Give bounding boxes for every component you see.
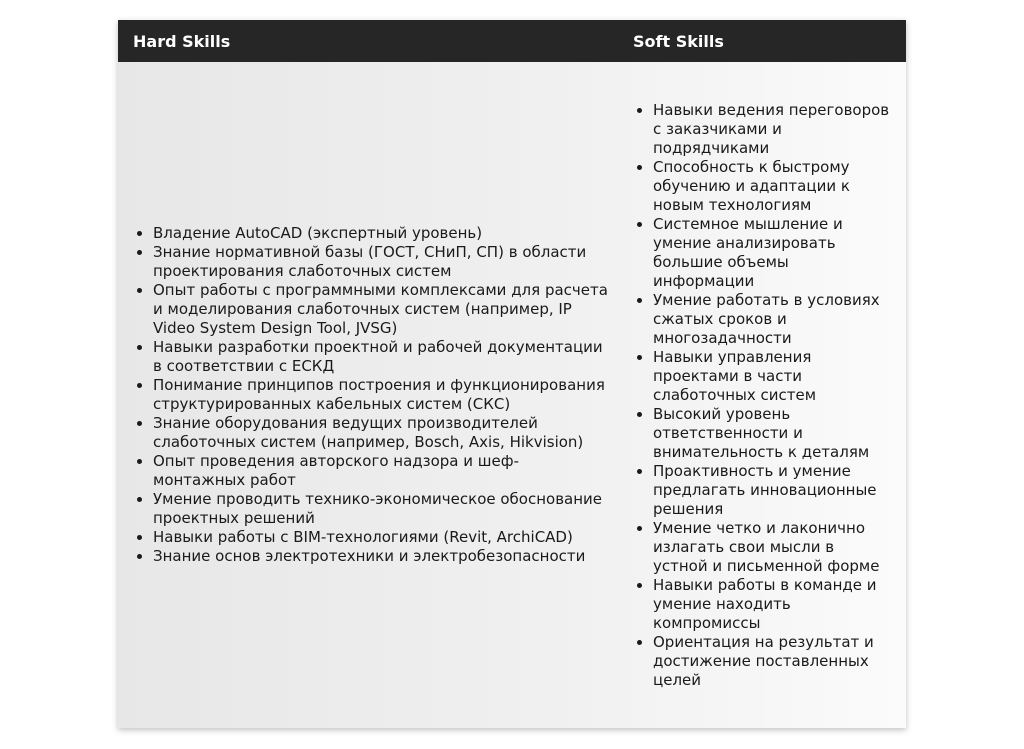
list-item: • Умение четко и лаконично излагать свои мысли в устной и письменной форме: [653, 519, 892, 576]
list-item: • Системное мышление и умение анализировать большие объемы информации: [653, 215, 892, 291]
list-item: • Знание нормативной базы (ГОСТ, СНиП, СП) в области проектирования слаботочных систем: [153, 243, 610, 281]
hard-skills-cell: [118, 62, 618, 728]
list-item: • Навыки управления проектами в части слаботочных систем: [653, 348, 892, 405]
list-item: • Умение проводить технико-экономическое обоснование проектных решений: [153, 490, 610, 528]
list-item: • Знание основ электротехники и электробезопасности: [153, 547, 610, 566]
list-item: • Навыки работы в команде и умение находить компромиссы: [653, 576, 892, 633]
list-item: • Знание оборудования ведущих производителей слаботочных систем (например, Bosch, Axis, Hikvision): [153, 414, 610, 452]
list-item: • Навыки ведения переговоров с заказчиками и подрядчиками: [653, 101, 892, 158]
table-header: [118, 20, 906, 62]
list-item: • Навыки работы с BIM-технологиями (Revit, ArchiCAD): [153, 528, 610, 547]
header-hard-skills: Hard Skills: [133, 31, 231, 51]
list-item: • Понимание принципов построения и функционирования структурированных кабельных систем (СКС): [153, 376, 610, 414]
skills-table: [118, 20, 906, 728]
list-item: • Проактивность и умение предлагать инновационные решения: [653, 462, 892, 519]
list-item: • Навыки разработки проектной и рабочей документации в соответствии с ЕСКД: [153, 338, 610, 376]
hard-skills-list: [130, 224, 610, 566]
soft-skills-cell: [618, 62, 906, 728]
list-item: • Ориентация на результат и достижение поставленных целей: [653, 633, 892, 690]
list-item: • Владение AutoCAD (экспертный уровень): [153, 224, 610, 243]
list-item: • Умение работать в условиях сжатых сроков и многозадачности: [653, 291, 892, 348]
list-item: • Высокий уровень ответственности и внимательность к деталям: [653, 405, 892, 462]
list-item: • Опыт проведения авторского надзора и шеф-монтажных работ: [153, 452, 610, 490]
header-soft-skills: Soft Skills: [633, 31, 724, 51]
list-item: • Опыт работы с программными комплексами для расчета и моделирования слаботочных систем (например, IP Video System Design Tool, JVSG): [153, 281, 610, 338]
list-item: • Способность к быстрому обучению и адаптации к новым технологиям: [653, 158, 892, 215]
soft-skills-list: [630, 101, 892, 690]
table-body: [118, 62, 906, 728]
